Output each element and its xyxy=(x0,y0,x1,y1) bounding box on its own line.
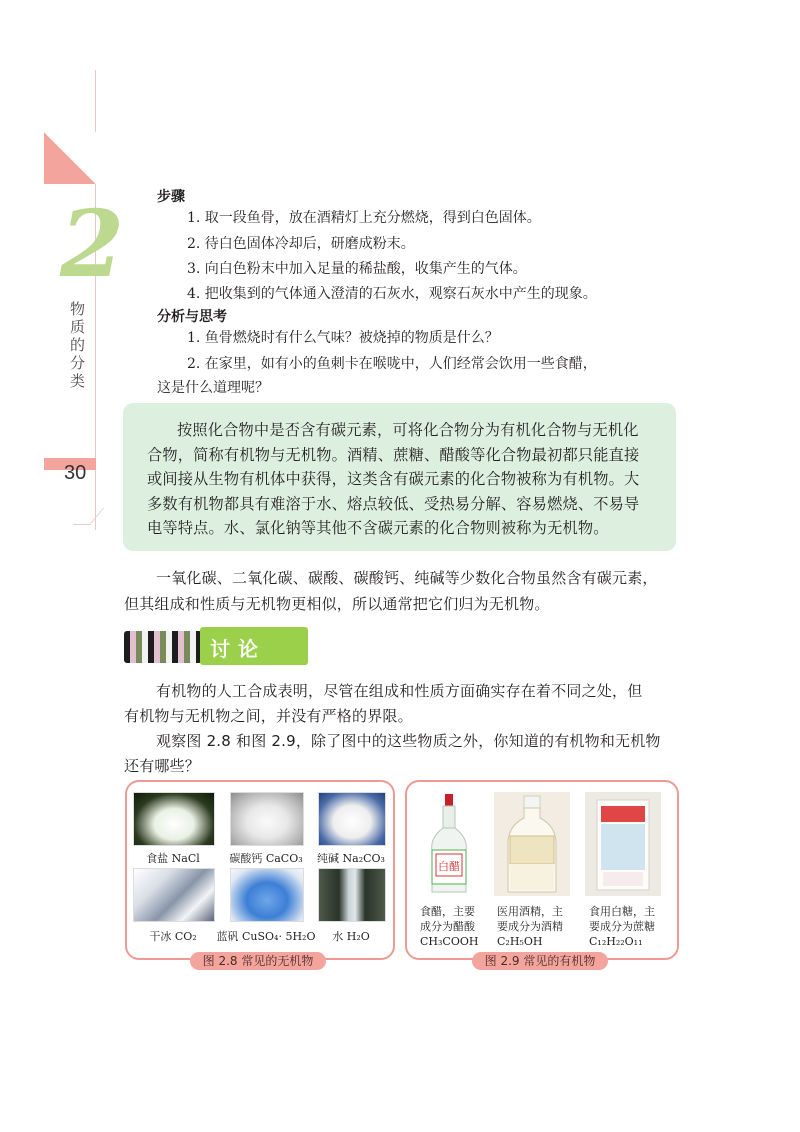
definition-line-4: 多数有机物都具有难溶于水、熔点较低、受热易分解、容易燃烧、不易导 xyxy=(147,494,640,513)
discussion-p1-line-1: 有机物的人工合成表明，尽管在组成和性质方面确实存在着不同之处，但 xyxy=(156,682,643,700)
vinegar-bottle-label: 白醋 xyxy=(438,860,460,873)
step-1: 1. 取一段鱼骨，放在酒精灯上充分燃烧，得到白色固体。 xyxy=(187,210,541,226)
discussion-p2-line-1: 观察图 2.8 和图 2.9，除了图中的这些物质之外，你知道的有机物和无机物 xyxy=(156,732,661,750)
definition-line-2: 合物，简称有机物与无机物。酒精、蔗糖、醋酸等化合物最初都只能直接 xyxy=(147,445,640,464)
vinegar-caption-line-3: CH₃COOH xyxy=(420,935,479,948)
dry-ice-photo xyxy=(133,868,215,922)
soda-ash-photo xyxy=(318,792,386,846)
sugar-bag-icon xyxy=(585,792,661,896)
definition-line-5: 电等特点。水、氯化钠等其他不含碳元素的化合物则被称为无机物。 xyxy=(147,519,609,537)
alcohol-caption xyxy=(497,904,577,949)
alcohol-bottle-icon xyxy=(494,792,570,896)
blue-vitriol-photo xyxy=(230,868,304,922)
discussion-p1-line-2: 有机物与无机物之间，并没有严格的界限。 xyxy=(124,707,413,725)
salt-label: 食盐 NaCl xyxy=(146,852,200,865)
alcohol-caption-line-1: 医用酒精，主 xyxy=(497,905,563,918)
calcium-carbonate-photo xyxy=(230,792,304,846)
chapter-title: 物质的分类 xyxy=(70,300,86,390)
salt-photo xyxy=(133,792,215,846)
water-label: 水 H₂O xyxy=(332,930,370,943)
vinegar-caption-line-1: 食醋，主要 xyxy=(420,905,475,918)
vinegar-caption-line-2: 成分为醋酸 xyxy=(420,920,475,933)
chapter-tab-triangle xyxy=(44,132,96,184)
definition-text xyxy=(147,418,662,541)
step-2: 2. 待白色固体冷却后，研磨成粉末。 xyxy=(187,236,415,252)
vinegar-bottle-icon xyxy=(424,792,474,896)
step-3: 3. 向白色粉末中加入足量的稀盐酸，收集产生的气体。 xyxy=(187,261,527,277)
definition-line-1: 按照化合物中是否含有碳元素，可将化合物分为有机化合物与无机化 xyxy=(177,421,639,439)
discussion-photo-strip xyxy=(124,631,202,663)
vinegar-photo xyxy=(424,792,474,896)
paragraph-1-line-2: 但其组成和性质与无机物更相似，所以通常把它们归为无机物。 xyxy=(124,595,550,613)
alcohol-photo xyxy=(494,792,570,896)
sugar-caption-line-1: 食用白糖，主 xyxy=(589,905,655,918)
sugar-photo xyxy=(585,792,661,896)
blue-vitriol-label: 蓝矾 CuSO₄· 5H₂O xyxy=(216,930,316,943)
paragraph-1-line-1: 一氧化碳、二氧化碳、碳酸、碳酸钙、纯碱等少数化合物虽然含有碳元素， xyxy=(156,569,658,587)
soda-ash-label: 纯碱 Na₂CO₃ xyxy=(317,852,385,865)
calcium-carbonate-label: 碳酸钙 CaCO₃ xyxy=(229,852,303,865)
step-4: 4. 把收集到的气体通入澄清的石灰水，观察石灰水中产生的现象。 xyxy=(187,286,597,302)
analysis-question-2-cont: 这是什么道理呢？ xyxy=(157,380,269,396)
analysis-question-1: 1. 鱼骨燃烧时有什么气味？被烧掉的物质是什么？ xyxy=(187,330,499,346)
alcohol-caption-line-2: 要成分为酒精 xyxy=(497,920,563,933)
analysis-heading: 分析与思考 xyxy=(157,309,227,325)
sugar-caption-line-2: 要成分为蔗糖 xyxy=(589,920,655,933)
water-photo xyxy=(318,868,386,922)
discussion-p2-line-2: 还有哪些？ xyxy=(124,757,201,775)
chapter-number: 2 xyxy=(60,190,125,298)
page-number: 30 xyxy=(64,462,87,484)
definition-line-3: 或间接从生物有机体中获得，这类含有碳元素的化合物被称为有机物。大 xyxy=(147,470,640,488)
dry-ice-label: 干冰 CO₂ xyxy=(149,930,197,943)
page-corner-decoration xyxy=(73,508,104,525)
vinegar-caption xyxy=(420,904,496,949)
steps-heading: 步骤 xyxy=(157,189,185,205)
figure-2-9-caption: 图 2.9 常见的有机物 xyxy=(472,952,608,970)
figure-2-8-caption: 图 2.8 常见的无机物 xyxy=(190,952,326,970)
analysis-question-2: 2. 在家里，如有小的鱼刺卡在喉咙中，人们经常会饮用一些食醋， xyxy=(187,356,597,372)
sugar-caption xyxy=(589,904,671,949)
discussion-label: 讨论 xyxy=(210,637,266,661)
alcohol-caption-line-3: C₂H₅OH xyxy=(497,935,543,948)
sugar-caption-line-3: C₁₂H₂₂O₁₁ xyxy=(589,935,643,948)
